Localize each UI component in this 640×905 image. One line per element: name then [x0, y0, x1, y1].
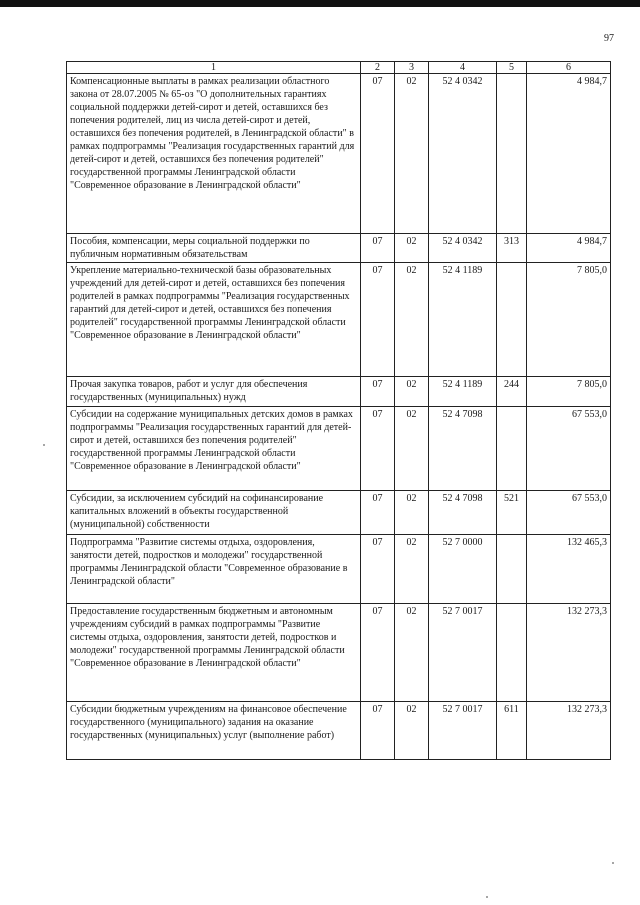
- section-code-cell: 07: [361, 263, 395, 377]
- table-row: [67, 407, 611, 491]
- column-header: 3: [395, 62, 429, 74]
- target-code-cell: 52 7 0017: [429, 702, 497, 760]
- amount-cell: 132 273,3: [527, 604, 611, 702]
- section-code-cell: 07: [361, 74, 395, 234]
- table-header-row: [67, 62, 611, 74]
- expense-type-cell: 244: [497, 377, 527, 407]
- subsection-code-cell: 02: [395, 535, 429, 604]
- section-code-cell: 07: [361, 604, 395, 702]
- amount-cell: 132 273,3: [527, 702, 611, 760]
- expense-type-cell: 313: [497, 234, 527, 263]
- amount-cell: 7 805,0: [527, 377, 611, 407]
- scan-speck: [486, 896, 488, 898]
- row-name-cell: Прочая закупка товаров, работ и услуг для обеспечения государственных (муниципальных) нужд: [67, 377, 361, 407]
- row-name-cell: Субсидии на содержание муниципальных детских домов в рамках подпрограммы "Реализация государственных гарантий для детей-сирот и детей, оставшихся без попечения родителей" государственной программы Ленинградской области "Современное образование в Ленинградской области": [67, 407, 361, 491]
- subsection-code-cell: 02: [395, 377, 429, 407]
- row-name-cell: Подпрограмма "Развитие системы отдыха, оздоровления, занятости детей, подростков и молодежи" государственной программы Ленинградской области "Современное образование в Ленинградской области": [67, 535, 361, 604]
- table-row: [67, 604, 611, 702]
- amount-cell: 67 553,0: [527, 491, 611, 535]
- expense-type-cell: 611: [497, 702, 527, 760]
- target-code-cell: 52 7 0000: [429, 535, 497, 604]
- amount-cell: 132 465,3: [527, 535, 611, 604]
- section-code-cell: 07: [361, 377, 395, 407]
- amount-cell: 67 553,0: [527, 407, 611, 491]
- section-code-cell: 07: [361, 702, 395, 760]
- subsection-code-cell: 02: [395, 263, 429, 377]
- expense-type-cell: [497, 74, 527, 234]
- subsection-code-cell: 02: [395, 407, 429, 491]
- table-row: [67, 74, 611, 234]
- row-name-cell: Компенсационные выплаты в рамках реализации областного закона от 28.07.2005 № 65-оз "О дополнительных гарантиях социальной поддержки детей-сирот и детей, оставшихся без попечения родителей, лиц из числа детей-сирот и детей, оставшихся без попечения родителей, в Ленинградской области" в рамках подпрограммы "Реализация государственных гарантий для детей-сирот и детей, оставшихся без попечения родителей" государственной программы Ленинградской области "Современное образование в Ленинградской области": [67, 74, 361, 234]
- target-code-cell: 52 4 7098: [429, 407, 497, 491]
- table-row: [67, 234, 611, 263]
- section-code-cell: 07: [361, 407, 395, 491]
- section-code-cell: 07: [361, 234, 395, 263]
- row-name-cell: Субсидии бюджетным учреждениям на финансовое обеспечение государственного (муниципального) задания на оказание государственных (муниципальных) услуг (выполнение работ): [67, 702, 361, 760]
- amount-cell: 7 805,0: [527, 263, 611, 377]
- table-row: [67, 263, 611, 377]
- subsection-code-cell: 02: [395, 702, 429, 760]
- subsection-code-cell: 02: [395, 234, 429, 263]
- amount-cell: 4 984,7: [527, 74, 611, 234]
- column-header: 4: [429, 62, 497, 74]
- budget-table: [66, 61, 611, 760]
- expense-type-cell: [497, 407, 527, 491]
- scan-speck: [612, 862, 614, 864]
- expense-type-cell: [497, 263, 527, 377]
- row-name-cell: Предоставление государственным бюджетным и автономным учреждениям субсидий в рамках подпрограммы "Развитие системы отдыха, оздоровления, занятости детей, подростков и молодежи" государственной программы Ленинградской области "Современное образование в Ленинградской области": [67, 604, 361, 702]
- row-name-cell: Укрепление материально-технической базы образовательных учреждений для детей-сирот и детей, оставшихся без попечения родителей в рамках подпрограммы "Реализация государственных гарантий для детей-сирот и детей, оставшихся без попечения родителей" государственной программы Ленинградской области "Современное образование в Ленинградской области": [67, 263, 361, 377]
- target-code-cell: 52 4 7098: [429, 491, 497, 535]
- target-code-cell: 52 7 0017: [429, 604, 497, 702]
- amount-cell: 4 984,7: [527, 234, 611, 263]
- expense-type-cell: [497, 535, 527, 604]
- table-row: [67, 535, 611, 604]
- expense-type-cell: 521: [497, 491, 527, 535]
- page-number: 97: [604, 33, 614, 44]
- target-code-cell: 52 4 1189: [429, 377, 497, 407]
- subsection-code-cell: 02: [395, 491, 429, 535]
- table-row: [67, 702, 611, 760]
- row-name-cell: Субсидии, за исключением субсидий на софинансирование капитальных вложений в объекты государственной (муниципальной) собственности: [67, 491, 361, 535]
- target-code-cell: 52 4 0342: [429, 234, 497, 263]
- table-row: [67, 491, 611, 535]
- column-header: 5: [497, 62, 527, 74]
- scan-top-edge: [0, 0, 640, 7]
- target-code-cell: 52 4 0342: [429, 74, 497, 234]
- expense-type-cell: [497, 604, 527, 702]
- column-header: 6: [527, 62, 611, 74]
- target-code-cell: 52 4 1189: [429, 263, 497, 377]
- subsection-code-cell: 02: [395, 604, 429, 702]
- row-name-cell: Пособия, компенсации, меры социальной поддержки по публичным нормативным обязательствам: [67, 234, 361, 263]
- section-code-cell: 07: [361, 535, 395, 604]
- column-header: 1: [67, 62, 361, 74]
- table-row: [67, 377, 611, 407]
- column-header: 2: [361, 62, 395, 74]
- scan-speck: [43, 444, 45, 446]
- section-code-cell: 07: [361, 491, 395, 535]
- subsection-code-cell: 02: [395, 74, 429, 234]
